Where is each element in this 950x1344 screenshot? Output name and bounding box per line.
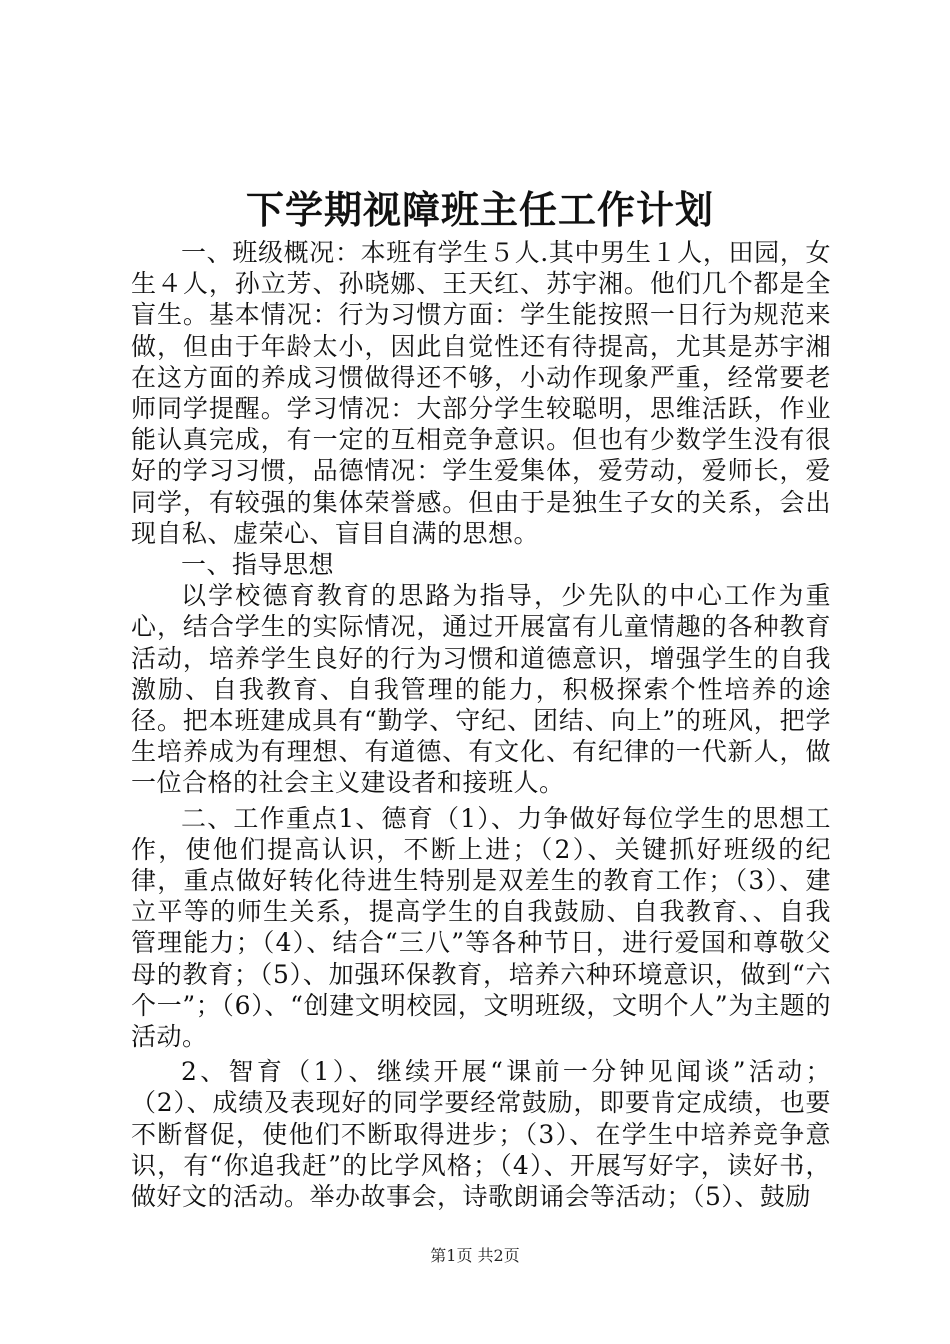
paragraph-guiding-thought: 以学校德育教育的思路为指导，少先队的中心工作为重心，结合学生的实际情况，通过开展富有儿童情趣的各种教育活动，培养学生良好的行为习惯和道德意识，增强学生的自我激励、自我教育、自我管理的能力，积极探索个性培养的途径。把本班建成具有“勤学、守纪、团结、向上”的班风，把学生培养成为有理想、有道德、有文化、有纪律的一代新人，做一位合格的社会主义建设者和接班人。 bbox=[131, 581, 831, 798]
page-footer: 第1页 共2页 bbox=[430, 1246, 520, 1265]
document-body bbox=[131, 237, 831, 1212]
document-title: 下学期视障班主任工作计划 bbox=[245, 187, 714, 232]
paragraph-work-focus-intellectual: 2、智育（1）、继续开展“课前一分钟见闻谈”活动；（2）、成绩及表现好的同学要经常鼓励，即要肯定成绩，也要不断督促，使他们不断取得进步；（3）、在学生中培养竞争意识，有“你追我赶”的比学风格；（4）、开展写好字，读好书，做好文的活动。举办故事会，诗歌朗诵会等活动；（5）、鼓励 bbox=[131, 1057, 831, 1212]
paragraph-work-focus-moral: 二、工作重点1、德育（1）、力争做好每位学生的思想工作，使他们提高认识，不断上进；（2）、关键抓好班级的纪律，重点做好转化待进生特别是双差生的教育工作；（3）、建立平等的师生关系，提高学生的自我鼓励、自我教育、、自我管理能力；（4）、结合“三八”等各种节日，进行爱国和尊敬父母的教育；（5）、加强环保教育，培养六种环境意识，做到“六个一”；（6）、“创建文明校园，文明班级，文明个人”为主题的活动。 bbox=[131, 803, 831, 1052]
section-heading-guiding-thought: 一、指导思想 bbox=[181, 550, 335, 580]
paragraph-class-overview: 一、班级概况：本班有学生５人.其中男生１人，田园，女生４人，孙立芳、孙晓娜、王天红、苏宇湘。他们几个都是全盲生。基本情况：行为习惯方面：学生能按照一日行为规范来做，但由于年龄太小，因此自觉性还有待提高，尤其是苏宇湘在这方面的养成习惯做得还不够，小动作现象严重，经常要老师同学提醒。学习情况：大部分学生较聪明，思维活跃，作业能认真完成，有一定的互相竞争意识。但也有少数学生没有很好的学习习惯，品德情况：学生爱集体，爱劳动，爱师长，爱同学，有较强的集体荣誉感。但由于是独生子女的关系，会出现自私、虚荣心、盲目自满的思想。 bbox=[131, 238, 831, 548]
